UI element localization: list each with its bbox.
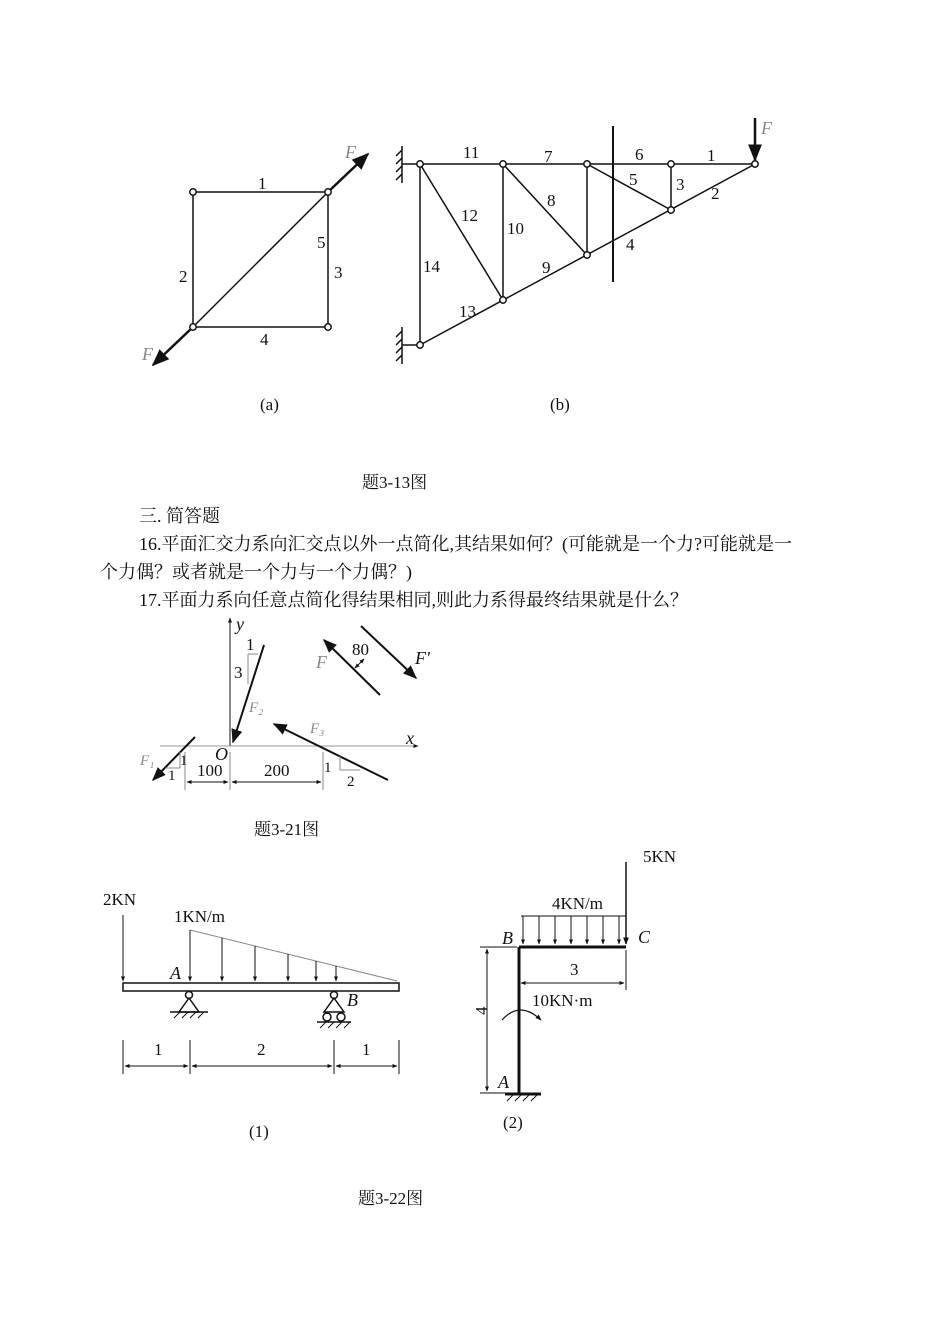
couple-f-right: F' [415,648,430,668]
truss-b-member-3: 3 [676,175,685,194]
fig-3-22-caption: 题3-22图 [358,1189,424,1208]
dim-100: 100 [197,761,223,780]
beam-A: A [170,963,181,983]
frame-fixed-hatch [507,1095,537,1101]
fig-3-21-axes [160,618,418,746]
f3-slope-run: 2 [347,774,355,790]
beam-point-load: 2KN [103,890,137,909]
f2-slope-run: 1 [246,635,255,654]
truss-b-member-6: 6 [635,145,644,164]
frame-moment: 10KN·m [532,991,593,1010]
axis-y-label: y [236,614,244,634]
truss-b-member-8: 8 [547,191,556,210]
f1-label: F₁ [140,753,155,769]
frame-C: C [638,927,651,947]
truss-b-member-7: 7 [544,147,553,166]
beam-dim-3: 1 [362,1040,371,1059]
fig-3-21-caption: 题3-21图 [254,820,320,839]
truss-b-member-2: 2 [711,184,720,203]
truss-b-member-13: 13 [459,302,476,321]
axis-x-label: x [406,728,414,748]
couple-f-left: F [316,652,327,672]
couple-arm-label: 80 [352,640,369,659]
frame-A: A [498,1072,509,1092]
truss-a-member-4: 4 [260,330,269,349]
truss-b-member-1: 1 [707,146,716,165]
frame-sublabel: (2) [503,1113,523,1132]
truss-b [396,118,758,364]
truss-b-member-12: 12 [461,206,478,225]
f3-label: F₃ [310,721,325,737]
truss-a-force-bottom: F [142,344,153,364]
truss-a-sublabel: (a) [260,395,279,414]
truss-b-member-9: 9 [542,258,551,277]
frame-dist-load: 4KN/m [552,894,603,913]
question-16-line2: 个力偶？或者就是一个力与一个力偶？) [100,562,412,582]
truss-b-member-11: 11 [463,143,480,162]
truss-b-member-4: 4 [626,235,635,254]
truss-a-member-1: 1 [258,174,267,193]
truss-b-sublabel: (b) [550,395,570,414]
truss-a-force-top: F [345,142,356,162]
beam-dist-load: 1KN/m [174,907,225,926]
beam-dim-1: 1 [154,1040,163,1059]
beam-B: B [347,990,358,1010]
f2-label: F₂ [249,700,264,716]
origin-label: O [215,744,228,764]
frame-dim-4: 4 [472,1006,491,1015]
f2-slope-rise: 3 [234,663,243,682]
truss-b-member-5: 5 [629,170,638,189]
fig-3-13-caption: 题3-13图 [362,473,428,492]
question-16-line1: 16.平面汇交力系向汇交点以外一点简化,其结果如何？(可能就是一个力?可能就是一 [139,534,792,554]
truss-b-member-10: 10 [507,219,524,238]
dim-200: 200 [264,761,290,780]
beam-dim-2: 2 [257,1040,266,1059]
frame-B: B [502,928,513,948]
f3-slope-rise: 1 [324,760,332,776]
truss-b-force: F [761,118,772,138]
beam-sublabel: (1) [249,1122,269,1141]
frame-dim-3: 3 [570,960,579,979]
truss-a-member-3: 3 [334,263,343,282]
f1-slope-b: 1 [168,768,176,784]
truss-a-member-2: 2 [179,267,188,286]
question-17: 17.平面力系向任意点简化得结果相同,则此力系得最终结果就是什么？ [139,590,688,610]
couple-forces [324,626,416,695]
truss-b-member-14: 14 [423,257,440,276]
frame-point-load: 5KN [643,847,677,866]
f1-slope-a: 1 [180,753,188,769]
section-heading: 三. 简答题 [139,506,220,526]
truss-a-member-5: 5 [317,233,326,252]
